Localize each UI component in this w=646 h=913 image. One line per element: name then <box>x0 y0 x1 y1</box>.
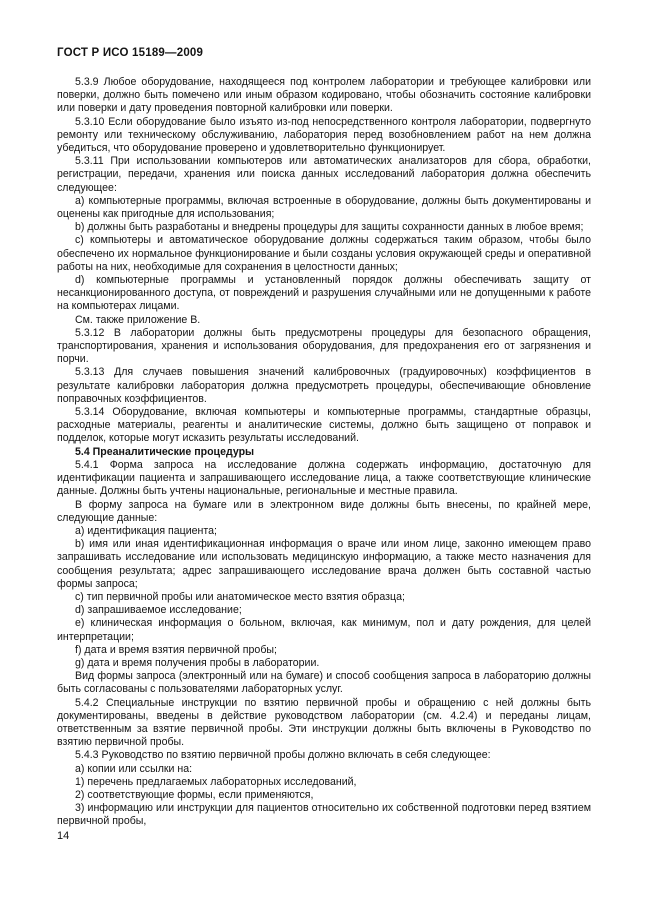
paragraph: 5.3.11 При использовании компьютеров или автоматических анализаторов для сбора, обработки, регистрации, передачи, хранения или поиска данных исследований лаборатория должна обеспечить следующее: <box>57 155 591 194</box>
paragraph: 5.4.3 Руководство по взятию первичной пробы должно включать в себя следующее: <box>75 749 491 762</box>
paragraph: a) идентификация пациента; <box>75 524 217 537</box>
paragraph: 5.3.10 Если оборудование было изъято из-под непосредственного контроля лаборатории, подвергнуто ремонту или техническому обслуживанию, лаборатория перед возобновлением работ на нем должна убедиться, что оборудование проверено и удовлетворительно функционирует. <box>57 115 591 155</box>
paragraph: В форму запроса на бумаге или в электронном виде должны быть внесены, по крайней мере, следующие данные: <box>57 498 591 524</box>
paragraph: 5.3.9 Любое оборудование, находящееся под контролем лаборатории и требующее калибровки или поверки, должно быть помечено или иным образом кодировано, чтобы обозначить состояние калибровки или поверки и дату проведения повторной калибровки или поверки. <box>57 76 591 115</box>
paragraph: d) запрашиваемое исследование; <box>75 604 242 617</box>
paragraph: 5.3.13 Для случаев повышения значений калибровочных (градуировочных) коэффициентов в результате калибровки лаборатория должна предусмотреть процедуры, обеспечивающие обновление поправочных коэффициентов. <box>57 366 591 405</box>
paragraph: a) компьютерные программы, включая встроенные в оборудование, должны быть документированы и оценены как пригодные для использования; <box>57 194 591 221</box>
paragraph: 3) информацию или инструкции для пациентов относительно их собственной подготовки перед взятием первичной пробы, <box>57 802 591 828</box>
paragraph: 5.4.1 Форма запроса на исследование должна содержать информацию, достаточную для идентификации пациента и запрашивающего исследование лица, а также соответствующие клинические данные. Должны быть учтены национальные, региональные и местные правила. <box>57 458 591 498</box>
paragraph: 5.3.14 Оборудование, включая компьютеры и компьютерные программы, стандартные образцы, расходные материалы, реагенты и аналитические системы, должно быть защищено от поправок и подделок, которые могут исказить результаты исследований. <box>57 406 591 445</box>
paragraph: c) компьютеры и автоматическое оборудование должны содержаться таким образом, чтобы было обеспечено их нормальное функционирование и были созданы условия окружающей среды и оперативной работы на них, необходимые для сохранения в целостности данных; <box>57 234 591 273</box>
paragraph: 5.4 Преаналитические процедуры <box>75 445 255 458</box>
page-number: 14 <box>57 830 70 842</box>
document-header-standard-number: ГОСТ Р ИСО 15189—2009 <box>57 47 204 59</box>
paragraph: g) дата и время получения пробы в лаборатории. <box>75 656 320 669</box>
paragraph: b) имя или иная идентификационная информация о враче или ином лице, законно имеющем право запрашивать исследование или использовать медицинскую информацию, а также место назначения для сообщения результата; адрес запрашивающего исследование врача должен быть составной частью формы запроса; <box>57 538 591 590</box>
paragraph: Вид формы запроса (электронный или на бумаге) и способ сообщения запроса в лабораторию должны быть согласованы с пользователями лабораторных услуг. <box>57 670 591 696</box>
paragraph: 2) соответствующие формы, если применяются, <box>75 788 314 801</box>
paragraph: d) компьютерные программы и установленный порядок должны обеспечивать защиту от несанкционированного доступа, от повреждений и разрушения случайными или не допущенными к работе на компьютерах лицами. <box>57 274 591 313</box>
paragraph: b) должны быть разработаны и внедрены процедуры для защиты сохранности данных в любое время; <box>75 221 584 234</box>
document-body <box>57 76 591 829</box>
paragraph: e) клиническая информация о больном, включая, как минимум, пол и дату рождения, для целей интерпретации; <box>57 617 591 643</box>
paragraph: f) дата и время взятия первичной пробы; <box>75 643 277 656</box>
paragraph: а) копии или ссылки на: <box>75 762 193 775</box>
paragraph: См. также приложение В. <box>75 313 201 326</box>
paragraph: 5.3.12 В лаборатории должны быть предусмотрены процедуры для безопасного обращения, транспортирования, хранения и использования оборудования, для предохранения его от загрязнения и порчи. <box>57 326 591 366</box>
paragraph: 1) перечень предлагаемых лабораторных исследований, <box>75 775 357 788</box>
paragraph: c) тип первичной пробы или анатомическое место взятия образца; <box>75 590 405 603</box>
paragraph: 5.4.2 Специальные инструкции по взятию первичной пробы и обращению с ней должны быть документированы, введены в действие руководством лаборатории (см. 4.2.4) и переданы лицам, ответственным за взятие первичной пробы. Эти инструкции должны быть включены в Руководство по взятию первичной пробы. <box>57 696 591 749</box>
